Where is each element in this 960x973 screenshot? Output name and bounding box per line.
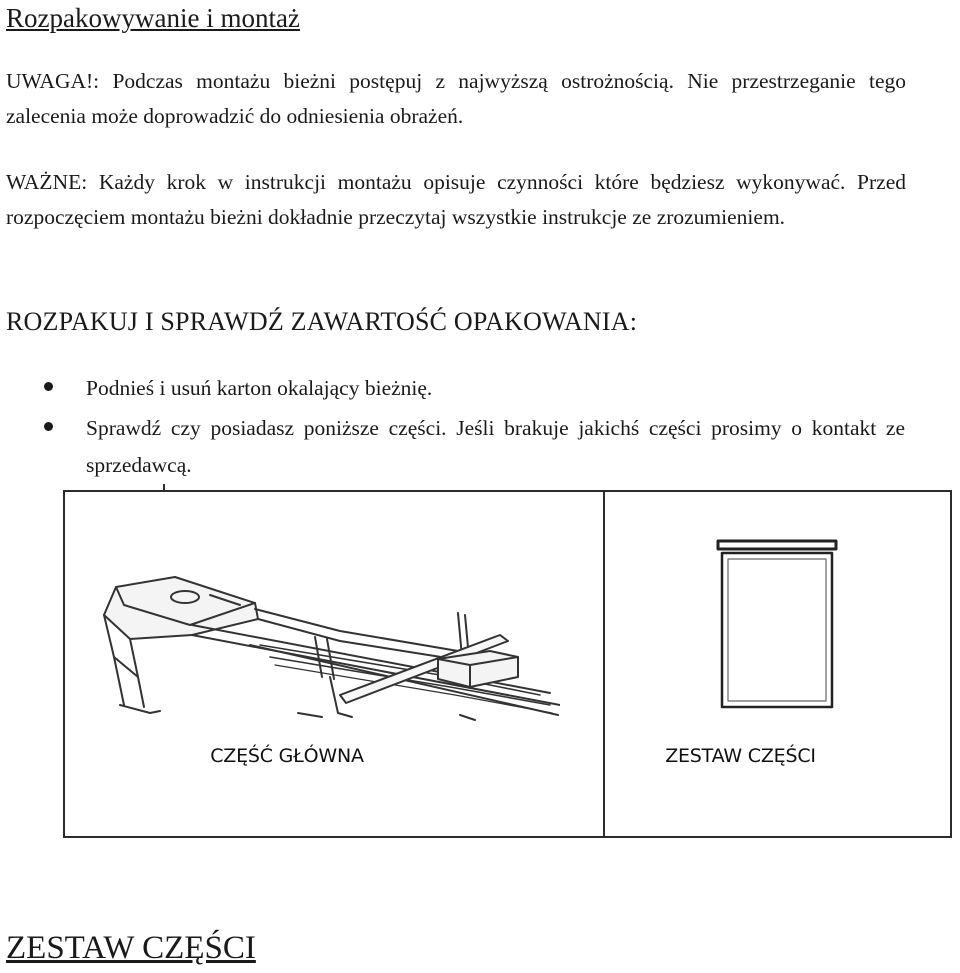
parts-kit-caption: ZESTAW CZĘŚCI <box>665 745 816 767</box>
list-item-text: Podnieś i usuń karton okalający bieżnię. <box>86 376 433 400</box>
bullet-icon <box>44 382 53 391</box>
important-label: WAŻNE: <box>6 170 88 194</box>
list-item <box>0 410 905 484</box>
parts-kit-heading: ZESTAW CZĘŚCI <box>6 930 256 966</box>
section-heading: ROZPAKUJ I SPRAWDŹ ZAWARTOŚĆ OPAKOWANIA: <box>6 307 638 336</box>
treadmill-illustration <box>90 565 560 730</box>
warning-text: Podczas montażu bieżni postępuj z najwyższą ostrożnością. Nie przestrzeganie tego zalecenia może doprowadzić do odniesienia obrażeń. <box>6 69 906 128</box>
important-paragraph <box>6 165 906 235</box>
parts-bag-illustration <box>712 535 842 715</box>
warning-paragraph <box>6 64 906 134</box>
bullet-list <box>0 370 905 484</box>
list-item-text: Sprawdź czy posiadasz poniższe części. Jeśli brakuje jakichś części prosimy o kontakt ze sprzedawcą. <box>86 416 905 477</box>
page-title: Rozpakowywanie i montaż <box>6 3 300 33</box>
important-text: Każdy krok w instrukcji montażu opisuje czynności które będziesz wykonywać. Przed rozpoczęciem montażu bieżni dokładnie przeczytaj wszystkie instrukcje ze zrozumieniem. <box>6 170 906 229</box>
bullet-icon <box>44 422 53 431</box>
warning-label: UWAGA!: <box>6 69 100 93</box>
main-part-caption: CZĘŚĆ GŁÓWNA <box>210 745 364 767</box>
list-item <box>0 370 905 407</box>
